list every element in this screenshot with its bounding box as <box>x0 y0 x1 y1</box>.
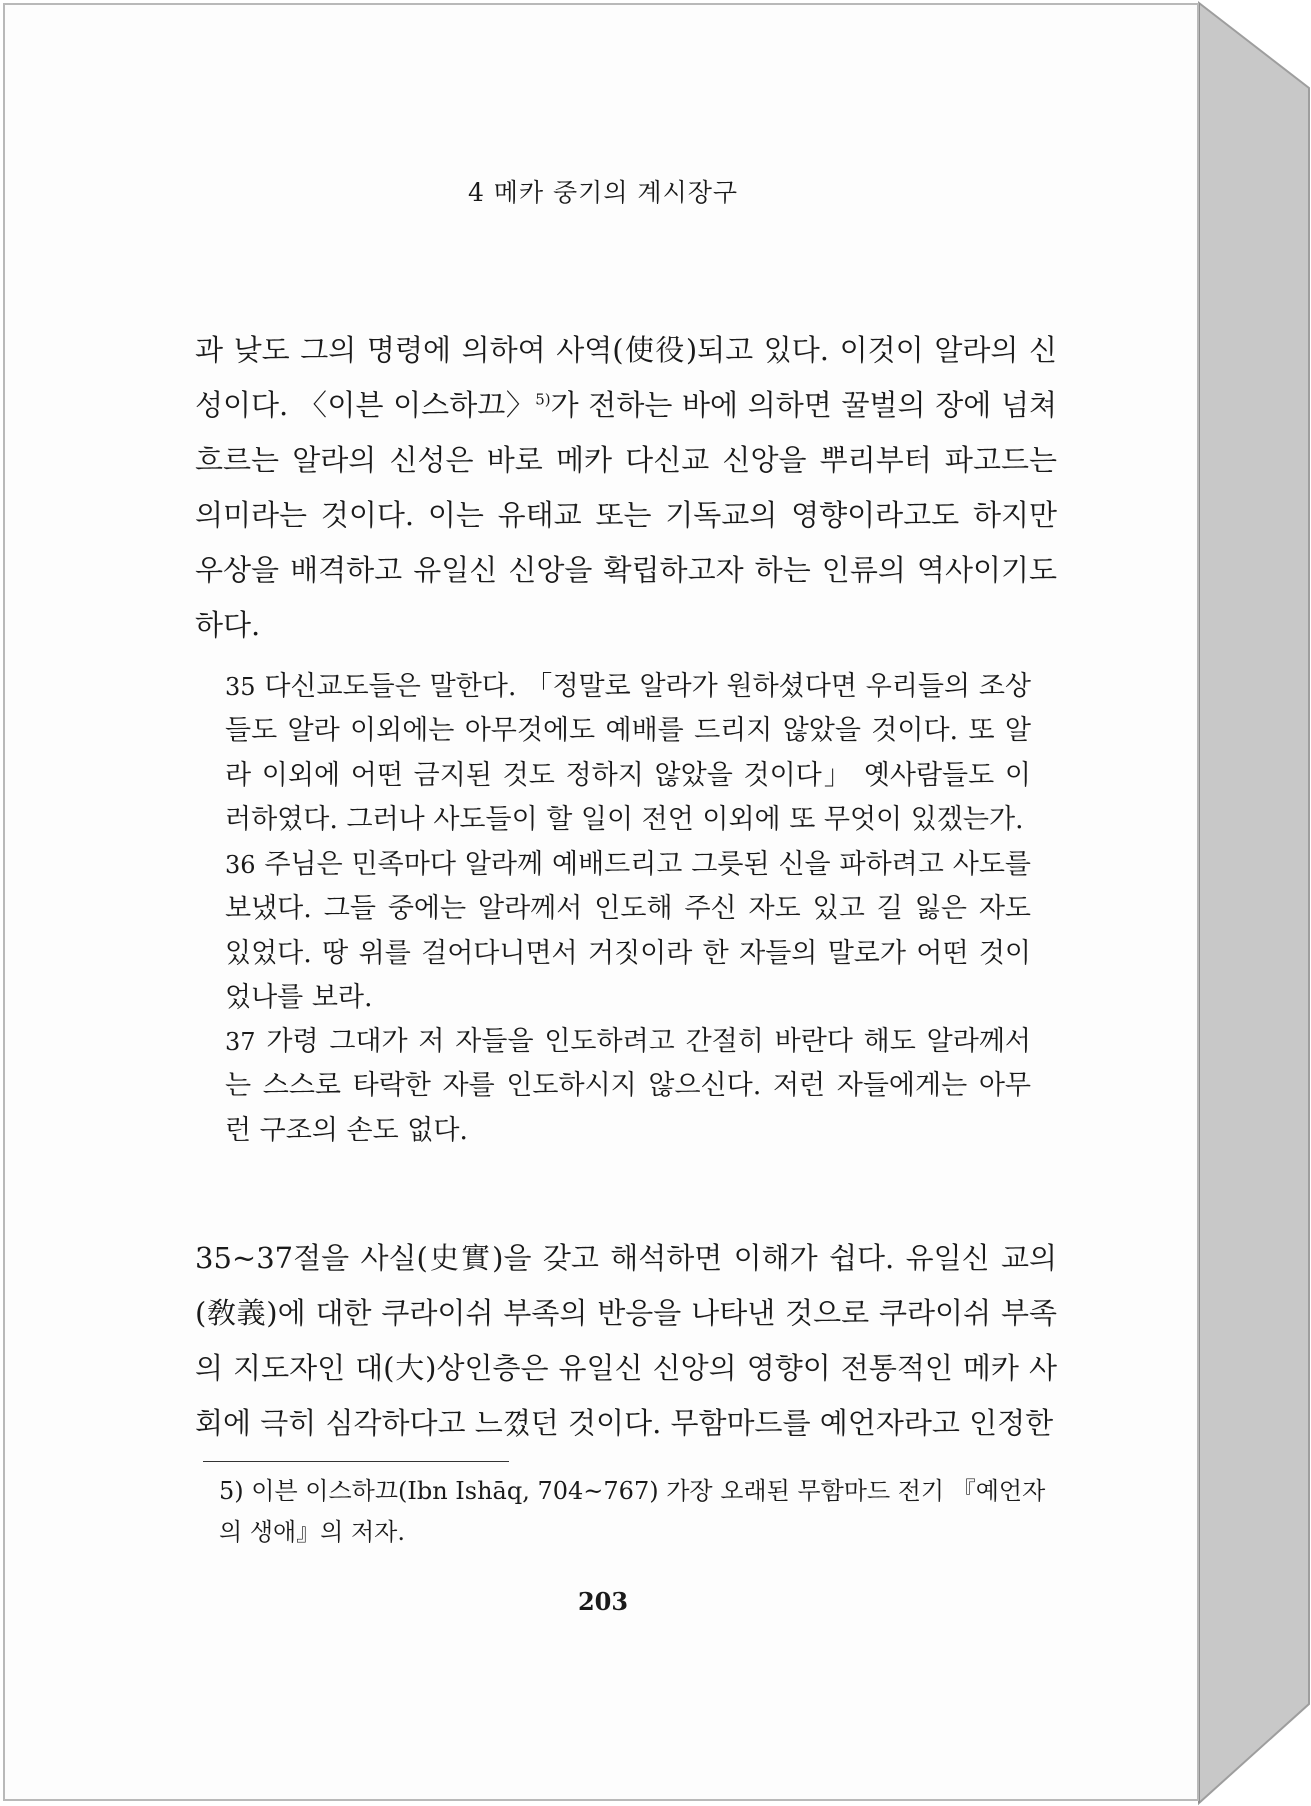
intro-paragraph <box>195 323 1057 653</box>
verse-text: 다신교도들은 말한다. 「정말로 알라가 원하셨다면 우리들의 조상들도 알라 이외에는 아무것에도 예배를 드리지 않았을 것이다. 또 알라 이외에 어떤 금지된 것도 정하지 않았을 것이다」 옛사람들도 이러하였다. 그러나 사도들이 할 일이 전언 이외에 또 무엇이 있겠는가. <box>225 671 1031 836</box>
book-page <box>3 3 1199 1801</box>
running-header: 4 메카 중기의 계시장구 <box>467 178 739 207</box>
footnote-text: 이븐 이스하끄(Ibn Ishāq, 704~767) 가장 오래된 무함마드 전기 『예언자의 생애』의 저자. <box>219 1477 1046 1546</box>
commentary-paragraph: 35~37절을 사실(史實)을 갖고 해석하면 이해가 쉽다. 유일신 교의(敎義)에 대한 쿠라이쉬 부족의 반응을 나타낸 것으로 쿠라이쉬 부족의 지도자인 대(大)상인층은 유일신 신앙의 영향이 전통적인 메카 사회에 극히 심각하다고 느꼈던 것이다. 무함마드를 예언자라고 인정한 <box>195 1241 1057 1440</box>
verse-number: 36 <box>225 851 256 879</box>
footnote-divider <box>203 1461 509 1462</box>
verse-number: 35 <box>225 673 256 701</box>
verse-37 <box>225 1020 1031 1153</box>
intro-text-part1: 과 낮도 그의 명령에 의하여 사역(使役)되고 있다. 이것이 알라의 신성이다. 〈이븐 이스하끄〉 <box>195 333 1057 422</box>
page-number: 203 <box>577 1587 629 1616</box>
footnote-marker: 5) <box>219 1477 244 1505</box>
verse-text: 주님은 민족마다 알라께 예배드리고 그릇된 신을 파하려고 사도를 보냈다. 그들 중에는 알라께서 인도해 주신 자도 있고 길 잃은 자도 있었다. 땅 위를 걸어다니면서 거짓이라 한 자들의 말로가 어떤 것이었나를 보라. <box>225 849 1031 1014</box>
verse-35 <box>225 665 1031 843</box>
intro-text-part2: 가 전하는 바에 의하면 꿀벌의 장에 넘쳐흐르는 알라의 신성은 바로 메카 다신교 신앙을 뿌리부터 파고드는 의미라는 것이다. 이는 유태교 또는 기독교의 영향이라고도 하지만 우상을 배격하고 유일신 신앙을 확립하고자 하는 인류의 역사이기도 하다. <box>195 388 1058 642</box>
book-edge-side <box>1199 3 1309 1803</box>
verse-number: 37 <box>225 1028 256 1056</box>
verse-36 <box>225 843 1031 1021</box>
verse-text: 가령 그대가 저 자들을 인도하려고 간절히 바란다 해도 알라께서는 스스로 타락한 자를 인도하시지 않으신다. 저런 자들에게는 아무런 구조의 손도 없다. <box>225 1026 1031 1146</box>
footnote <box>219 1471 1055 1553</box>
footnote-reference: 5) <box>535 390 551 409</box>
